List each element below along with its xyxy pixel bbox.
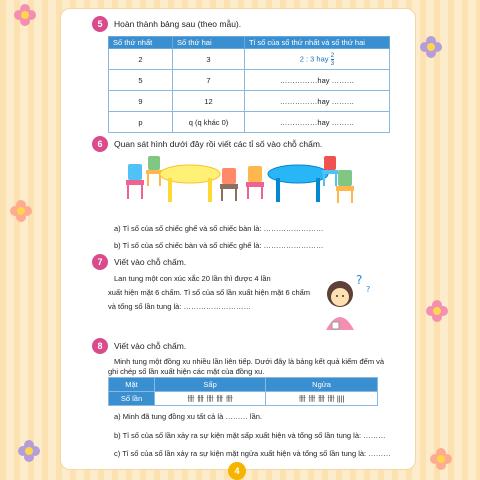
table-header: Mặt — [109, 378, 155, 392]
question-number-7: 7 — [92, 254, 108, 270]
flower-icon — [14, 4, 36, 26]
q8-line-2: ghi chép số lần xuất hiện các mặt của đồng xu. — [108, 367, 265, 376]
chair-icon — [146, 156, 162, 186]
table-icon — [268, 165, 328, 202]
girl-with-dice-illustration — [316, 272, 376, 334]
tally-marks: 卌 卌 卌 卌 卌 — [155, 392, 266, 406]
q6-instruction: Quan sát hình dưới đây rồi viết các tỉ số vào chỗ chấm. — [114, 139, 323, 149]
table-header: Ngửa — [266, 378, 378, 392]
table-row: p q (q khác 0) ……………hay ……… — [109, 112, 390, 133]
q7-instruction: Viết vào chỗ chấm. — [114, 257, 187, 267]
q6-part-b[interactable]: b) Tỉ số của số chiếc bàn và số chiếc ghế là: …………………… — [114, 241, 324, 250]
flower-icon — [430, 448, 452, 470]
q6-part-a[interactable]: a) Tỉ số của số chiếc ghế và số chiếc bàn là: …………………… — [114, 224, 324, 233]
flower-icon — [426, 300, 448, 322]
fraction-example: $\frac{2}{3}$ — [330, 51, 335, 67]
answer-blank[interactable]: ……………hay ……… — [245, 112, 390, 133]
table-icon — [160, 165, 220, 202]
answer-blank[interactable]: ……………hay ……… — [245, 70, 390, 91]
chair-icon — [246, 166, 264, 199]
q8-part-a[interactable]: a) Minh đã tung đồng xu tất cả là ……… lần. — [114, 412, 262, 421]
tally-table — [108, 377, 378, 406]
answer-blank[interactable]: ……………hay ……… — [245, 91, 390, 112]
chair-icon — [220, 168, 238, 201]
q5-instruction: Hoàn thành bảng sau (theo mẫu). — [114, 19, 242, 29]
svg-text:?: ? — [356, 273, 363, 287]
q7-line-1: Lan tung một con xúc xắc 20 lần thì được 4 lần — [114, 274, 271, 283]
table-row: 5 7 ……………hay ……… — [109, 70, 390, 91]
flower-icon — [18, 440, 40, 462]
flower-icon — [10, 200, 32, 222]
page-number: 4 — [228, 462, 246, 480]
question-number-5: 5 — [92, 16, 108, 32]
flower-icon — [420, 36, 442, 58]
ratio-example: 2 : 3 hay — [299, 53, 329, 63]
q7-line-3[interactable]: và tổng số lần tung là: ……………………… — [108, 302, 251, 311]
question-number-6: 6 — [92, 136, 108, 152]
table-header: Tỉ số của số thứ nhất và số thứ hai — [245, 37, 390, 49]
q8-part-c[interactable]: c) Tỉ số của số lần xảy ra sự kiện mặt ngửa xuất hiện và tổng số lần tung là: ……… — [114, 449, 391, 458]
q7-line-2: xuất hiện mặt 6 chấm. Tỉ số của số lần xuất hiện mặt 6 chấm — [108, 288, 311, 297]
table-row: Số lần 卌 卌 卌 卌 卌 卌 卌 卌 卌 |||| — [109, 392, 378, 406]
table-header: Số thứ nhất — [109, 37, 173, 49]
chair-icon — [322, 156, 338, 186]
q8-part-b[interactable]: b) Tỉ số của số lần xảy ra sự kiện mặt sấp xuất hiện và tổng số lần tung là: ……… — [114, 431, 386, 440]
q8-instruction: Viết vào chỗ chấm. — [114, 341, 187, 351]
table-header: Số thứ hai — [173, 37, 245, 49]
ratio-table — [108, 36, 390, 133]
q8-line-1: Minh tung một đồng xu nhiều lần liên tiếp. Dưới đây là bảng kết quả kiểm đếm và — [114, 357, 385, 366]
tables-and-chairs-illustration — [118, 152, 354, 208]
question-number-8: 8 — [92, 338, 108, 354]
svg-text:?: ? — [366, 285, 371, 294]
chair-icon — [336, 170, 354, 203]
table-row: 9 12 ……………hay ……… — [109, 91, 390, 112]
chair-icon — [126, 164, 144, 199]
table-row: 2 3 2 : 3 hay $\frac{2}{3}$ — [109, 49, 390, 70]
tally-marks: 卌 卌 卌 卌 |||| — [266, 392, 378, 406]
table-header: Sấp — [155, 378, 266, 392]
